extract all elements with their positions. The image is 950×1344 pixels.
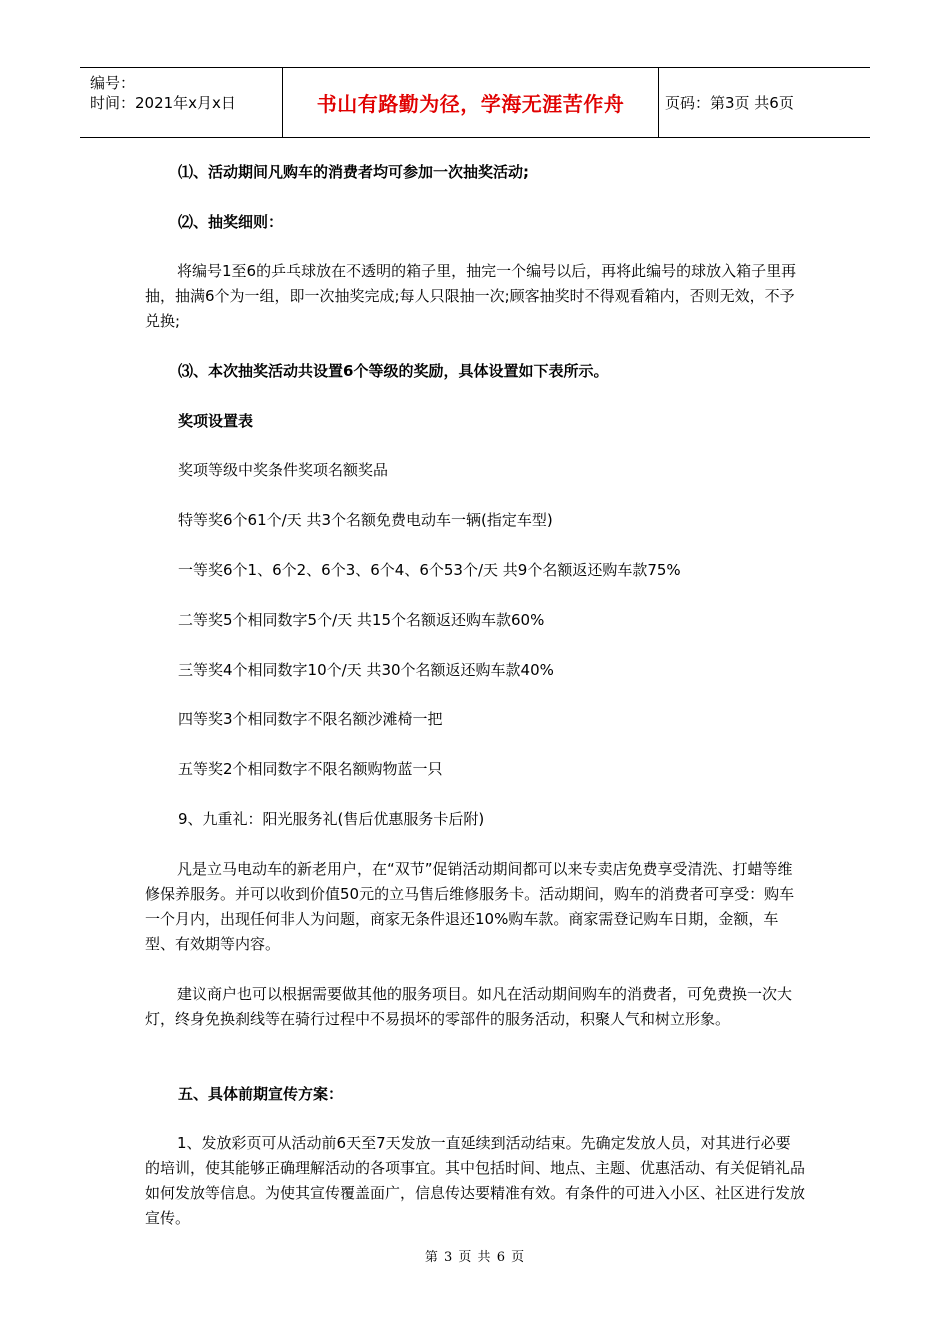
document-header bbox=[80, 67, 870, 138]
section-heading-promotion: 五、具体前期宣传方案： bbox=[178, 1085, 344, 1103]
paragraph-service-gift-heading: 9、九重礼：阳光服务礼(售后优惠服务卡后附) bbox=[178, 810, 485, 828]
header-motto: 书山有路勤为径，学海无涯苦作舟 bbox=[316, 92, 625, 116]
paragraph-flyer-distribution: 1、发放彩页可从活动前6天至7天发放一直延续到活动结束。先确定发放人员，对其进行必要的培训，使其能够正确理解活动的各项事宜。其中包括时间、地点、主题、优惠活动、有关促销礼品如何发放等信息。为使其宣传覆盖面广，信息传达要精准有效。有条件的可进入小区、社区进行发放宣传。 bbox=[145, 1134, 806, 1227]
table-row: 特等奖6个61个/天 共3个名额免费电动车一辆(指定车型) bbox=[178, 511, 553, 529]
header-meta bbox=[80, 68, 283, 137]
paragraph-lottery-rules-heading: ⑵、抽奖细则： bbox=[178, 213, 284, 231]
table-row: 四等奖3个相同数字不限名额沙滩椅一把 bbox=[178, 710, 443, 728]
table-row: 五等奖2个相同数字不限名额购物蓝一只 bbox=[178, 760, 443, 778]
document-number-label: 编号： bbox=[90, 74, 136, 92]
page-footer: 第 3 页 共 6 页 bbox=[424, 1250, 526, 1265]
paragraph-service-gift: 凡是立马电动车的新老用户，在“双节”促销活动期间都可以来专卖店免费享受清洗、打蜡等维修保养服务。并可以收到价值50元的立马售后维修服务卡。活动期间，购车的消费者可享受：购车一个月内，出现任何非人为问题，商家无条件退还10%购车款。商家需登记购车日期，金额，车型、有效期等内容。 bbox=[145, 860, 795, 953]
header-motto-cell bbox=[283, 68, 659, 137]
paragraph-lottery-rules: 将编号1至6的乒乓球放在不透明的箱子里，抽完一个编号以后，再将此编号的球放入箱子里再抽，抽满6个为一组，即一次抽奖完成;每人只限抽一次;顾客抽奖时不得观看箱内，否则无效，不予兑换; bbox=[145, 262, 797, 330]
table-row: 一等奖6个1、6个2、6个3、6个4、6个53个/天 共9个名额返还购车款75% bbox=[178, 561, 681, 579]
table-row: 二等奖5个相同数字5个/天 共15个名额返还购车款60% bbox=[178, 611, 545, 629]
paragraph-service-suggestion: 建议商户也可以根据需要做其他的服务项目。如凡在活动期间购车的消费者，可免费换一次大灯，终身免换刹线等在骑行过程中不易损坏的零部件的服务活动，积聚人气和树立形象。 bbox=[145, 985, 793, 1028]
document-date-label: 时间：2021年x月x日 bbox=[90, 94, 236, 112]
table-header-row: 奖项等级中奖条件奖项名额奖品 bbox=[178, 461, 389, 479]
paragraph-prize-levels: ⑶、本次抽奖活动共设置6个等级的奖励，具体设置如下表所示。 bbox=[178, 362, 609, 380]
paragraph-lottery-eligibility: ⑴、活动期间凡购车的消费者均可参加一次抽奖活动; bbox=[178, 163, 530, 181]
header-page-label: 页码：第3页 共6页 bbox=[665, 94, 794, 112]
table-row: 三等奖4个相同数字10个/天 共30个名额返还购车款40% bbox=[178, 661, 554, 679]
table-title: 奖项设置表 bbox=[178, 412, 254, 430]
